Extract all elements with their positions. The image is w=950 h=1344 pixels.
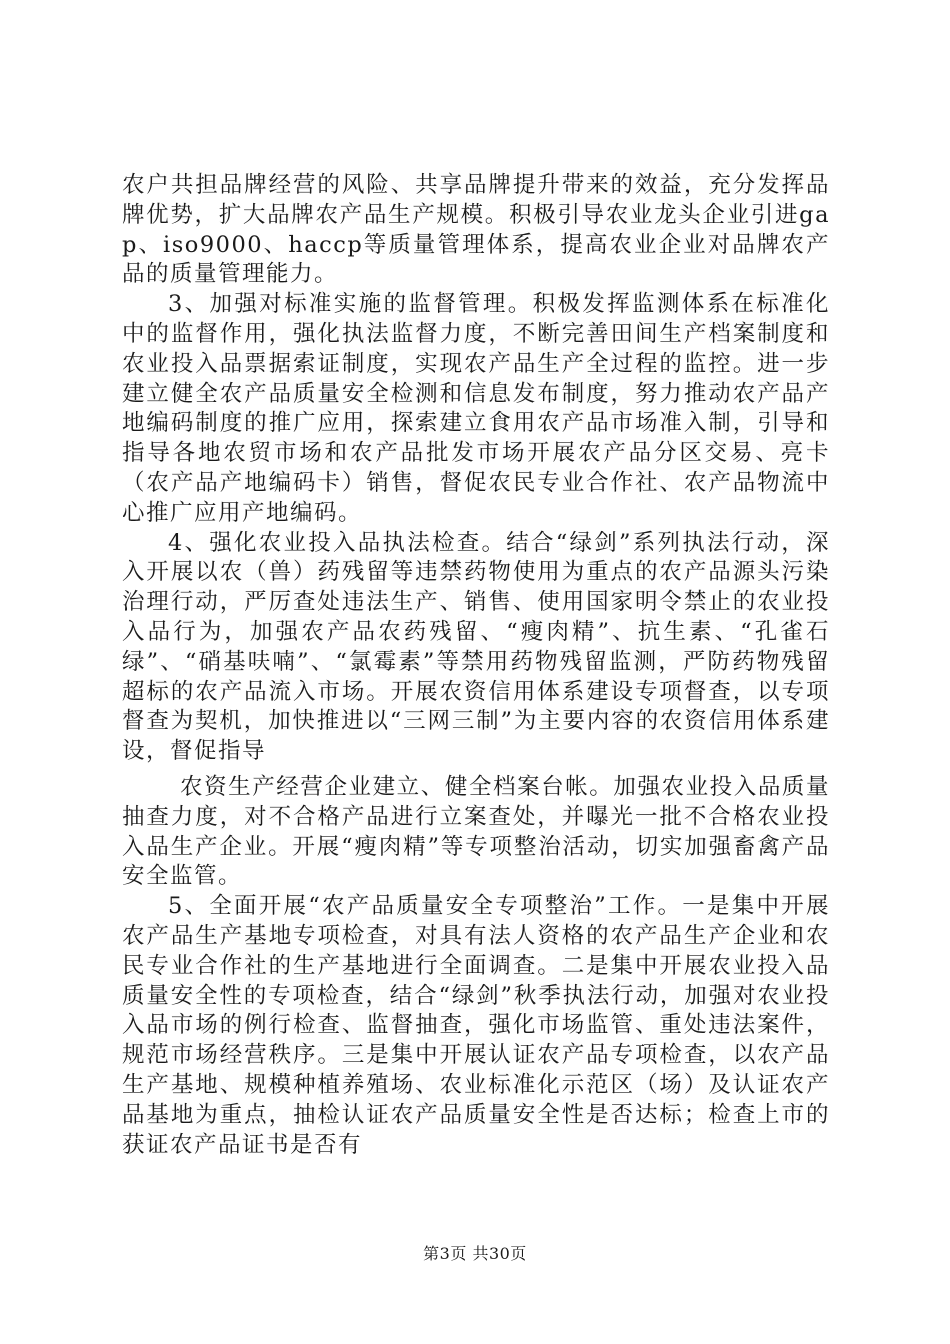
page-footer: 第3页 共30页: [423, 1244, 527, 1263]
paragraph-special-rectification: 5、全面开展“农产品质量安全专项整治”工作。一是集中开展农产品生产基地专项检查，对具有法人资格的农产品生产企业和农民专业合作社的生产基地进行全面调查。二是集中开展农业投入品质量安全性的专项检查，结合“绿剑”秋季执法行动，加强对农业投入品市场的例行检查、监督抽查，强化市场监管、重处违法案件，规范市场经营秩序。三是集中开展认证农产品专项检查，以农产品生产基地、规模种植养殖场、农业标准化示范区（场）及认证农产品基地为重点，抽检认证农产品质量安全性是否达标；检查上市的获证农产品证书是否有: [122, 893, 830, 1158]
paragraph-brand-continuation: 农户共担品牌经营的风险、共享品牌提升带来的效益，充分发挥品牌优势，扩大品牌农产品生产规模。积极引导农业龙头企业引进gap、iso9000、haccp等质量管理体系，提高农业企业对品牌农产品的质量管理能力。: [122, 172, 830, 288]
paragraph-input-enforcement: 4、强化农业投入品执法检查。结合“绿剑”系列执法行动，深入开展以农（兽）药残留等违禁药物使用为重点的农产品源头污染治理行动，严厉查处违法生产、销售、使用国家明令禁止的农业投入品行为，加强农产品农药残留、“瘦肉精”、抗生素、“孔雀石绿”、“硝基呋喃”、“氯霉素”等禁用药物残留监测，严防药物残留超标的农产品流入市场。开展农资信用体系建设专项督查，以专项督查为契机，加快推进以“三网三制”为主要内容的农资信用体系建设，督促指导: [122, 529, 830, 765]
paragraph-input-enforcement-continued: 农资生产经营企业建立、健全档案台帐。加强农业投入品质量抽查力度，对不合格产品进行立案查处，并曝光一批不合格农业投入品生产企业。开展“瘦肉精”等专项整治活动，切实加强畜禽产品安全监管。: [122, 773, 830, 890]
document-body: [122, 171, 830, 1160]
paragraph-standard-supervision: 3、加强对标准实施的监督管理。积极发挥监测体系在标准化中的监督作用，强化执法监督力度，不断完善田间生产档案制度和农业投入品票据索证制度，实现农产品生产全过程的监控。进一步建立健全农产品质量安全检测和信息发布制度，努力推动农产品产地编码制度的推广应用，探索建立食用农产品市场准入制，引导和指导各地农贸市场和农产品批发市场开展农产品分区交易、亮卡（农产品产地编码卡）销售，督促农民专业合作社、农产品物流中心推广应用产地编码。: [122, 291, 830, 526]
